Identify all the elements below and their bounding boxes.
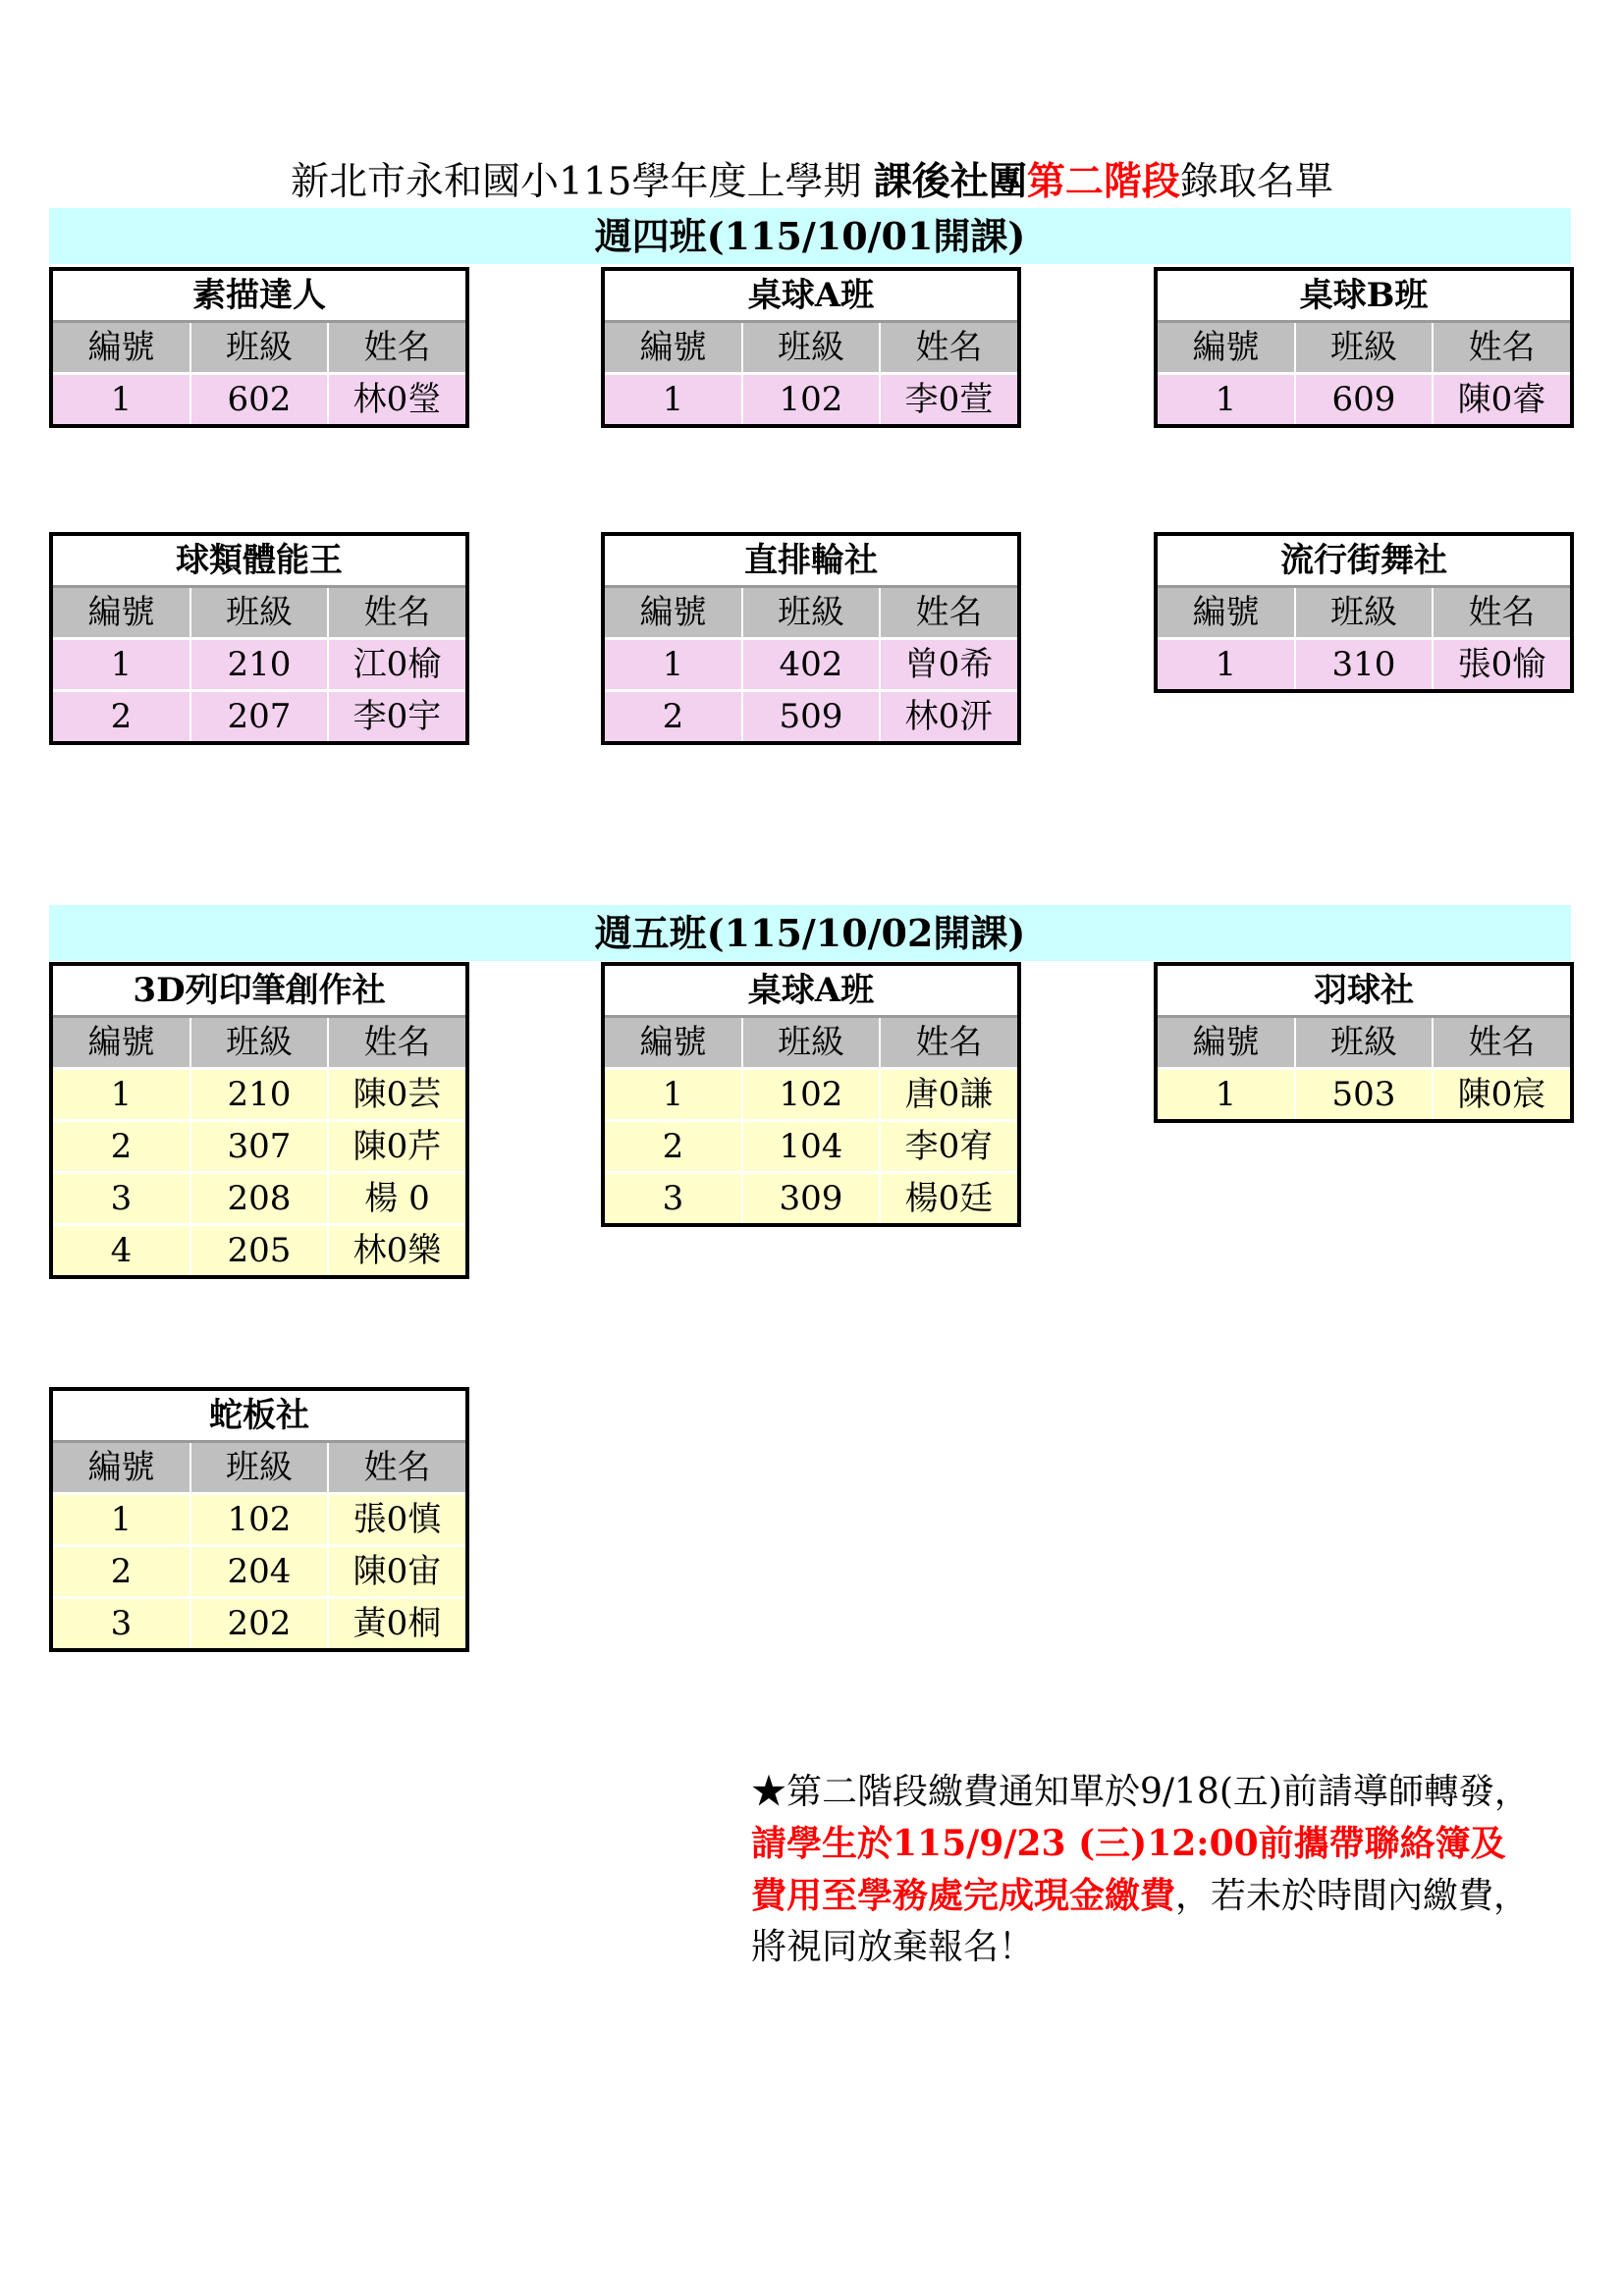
row-class: 102: [742, 374, 880, 425]
club-table: [1154, 962, 1574, 1123]
title-part-list: 錄取名單: [1179, 160, 1333, 204]
club-name: 蛇板社: [53, 1391, 465, 1442]
row-class: 307: [190, 1121, 328, 1173]
club-name: 流行街舞社: [1158, 536, 1570, 587]
row-class: 208: [190, 1173, 328, 1225]
row-number: 2: [605, 1121, 742, 1173]
row-number: 1: [1158, 374, 1295, 425]
table-row: [1158, 1069, 1570, 1120]
table-row: [1158, 374, 1570, 425]
row-student-name: 陳0睿: [1433, 374, 1570, 425]
column-header: 姓名: [328, 1442, 465, 1494]
row-number: 1: [53, 1069, 190, 1121]
column-header: 姓名: [880, 322, 1017, 374]
table-row: [605, 639, 1017, 691]
section-banner-thursday: 週四班(115/10/01開課): [49, 208, 1571, 264]
column-header: 班級: [190, 322, 328, 374]
column-header: 編號: [53, 1017, 190, 1069]
table-row: [53, 1494, 465, 1546]
column-header: 班級: [742, 1017, 880, 1069]
club-table: [49, 267, 469, 428]
column-header: 姓名: [1433, 1017, 1570, 1069]
row-number: 1: [53, 639, 190, 691]
column-header: 姓名: [328, 587, 465, 639]
table-row: [53, 639, 465, 691]
row-student-name: 李0宥: [880, 1121, 1017, 1173]
table-row: [605, 1069, 1017, 1121]
row-student-name: 陳0芹: [328, 1121, 465, 1173]
club-table: [1154, 532, 1574, 693]
column-header: 編號: [605, 1017, 742, 1069]
row-student-name: 林0樂: [328, 1225, 465, 1276]
row-class: 102: [190, 1494, 328, 1546]
row-student-name: 陳0宙: [328, 1546, 465, 1598]
row-number: 3: [53, 1173, 190, 1225]
column-header: 姓名: [328, 1017, 465, 1069]
table-row: [53, 1173, 465, 1225]
column-header: 班級: [190, 1442, 328, 1494]
club-name: 直排輪社: [605, 536, 1017, 587]
row-number: 2: [605, 691, 742, 742]
notice-part-2-highlight: 請學生於115/9/23 (三)12:00前攜帶聯絡簿及費用至學務處完成現金繳費: [751, 1823, 1506, 1916]
row-student-name: 江0榆: [328, 639, 465, 691]
club-name: 桌球A班: [605, 966, 1017, 1017]
club-name: 素描達人: [53, 271, 465, 322]
column-header: 姓名: [880, 587, 1017, 639]
row-class: 210: [190, 639, 328, 691]
row-number: 1: [605, 374, 742, 425]
column-header: 編號: [605, 322, 742, 374]
club-table: [49, 1387, 469, 1652]
row-student-name: 陳0宸: [1433, 1069, 1570, 1120]
row-student-name: 李0萱: [880, 374, 1017, 425]
table-row: [53, 691, 465, 742]
club-name: 球類體能王: [53, 536, 465, 587]
row-number: 1: [1158, 1069, 1295, 1120]
club-name: 桌球A班: [605, 271, 1017, 322]
row-student-name: 陳0芸: [328, 1069, 465, 1121]
column-header: 班級: [1295, 1017, 1433, 1069]
row-class: 210: [190, 1069, 328, 1121]
column-header: 編號: [1158, 1017, 1295, 1069]
row-number: 2: [53, 691, 190, 742]
row-class: 309: [742, 1173, 880, 1224]
column-header: 班級: [742, 322, 880, 374]
column-header: 班級: [190, 587, 328, 639]
row-number: 1: [53, 374, 190, 425]
page-title: [0, 152, 1624, 211]
row-number: 1: [53, 1494, 190, 1546]
table-row: [53, 1225, 465, 1276]
row-class: 310: [1295, 639, 1433, 690]
row-class: 202: [190, 1598, 328, 1649]
row-student-name: 楊 0: [328, 1173, 465, 1225]
column-header: 班級: [742, 587, 880, 639]
column-header: 姓名: [880, 1017, 1017, 1069]
row-student-name: 黃0桐: [328, 1598, 465, 1649]
column-header: 編號: [1158, 587, 1295, 639]
column-header: 班級: [1295, 587, 1433, 639]
row-number: 1: [605, 639, 742, 691]
title-part-club: 課後社團: [873, 159, 1027, 204]
row-class: 609: [1295, 374, 1433, 425]
row-number: 3: [605, 1173, 742, 1224]
row-number: 3: [53, 1598, 190, 1649]
row-class: 102: [742, 1069, 880, 1121]
title-part-stage: 第二階段: [1026, 159, 1180, 204]
row-class: 602: [190, 374, 328, 425]
column-header: 姓名: [1433, 322, 1570, 374]
title-part-school: 新北市永和國小115學年度上學期: [291, 160, 874, 204]
table-row: [53, 1546, 465, 1598]
club-table: [49, 532, 469, 745]
payment-notice: [751, 1767, 1537, 1973]
column-header: 編號: [53, 1442, 190, 1494]
club-table: [49, 962, 469, 1279]
row-student-name: 張0愉: [1433, 639, 1570, 690]
section-banner-friday: 週五班(115/10/02開課): [49, 905, 1571, 961]
row-student-name: 林0瑩: [328, 374, 465, 425]
column-header: 班級: [190, 1017, 328, 1069]
table-row: [605, 1173, 1017, 1224]
club-table: [1154, 267, 1574, 428]
row-class: 207: [190, 691, 328, 742]
notice-part-1: ★第二階段繳費通知單於9/18(五)前請導師轉發，: [751, 1772, 1530, 1812]
row-student-name: 李0宇: [328, 691, 465, 742]
table-row: [53, 1121, 465, 1173]
table-row: [605, 691, 1017, 742]
club-name: 桌球B班: [1158, 271, 1570, 322]
row-student-name: 曾0希: [880, 639, 1017, 691]
column-header: 編號: [53, 587, 190, 639]
column-header: 編號: [605, 587, 742, 639]
row-number: 2: [53, 1121, 190, 1173]
table-row: [53, 1598, 465, 1649]
column-header: 姓名: [328, 322, 465, 374]
row-class: 503: [1295, 1069, 1433, 1120]
row-student-name: 林0汧: [880, 691, 1017, 742]
notice-part-3: ，若未於時間內繳費，將視同放棄報名！: [751, 1876, 1530, 1967]
row-class: 205: [190, 1225, 328, 1276]
table-row: [605, 374, 1017, 425]
club-name: 羽球社: [1158, 966, 1570, 1017]
row-class: 509: [742, 691, 880, 742]
row-number: 2: [53, 1546, 190, 1598]
row-student-name: 楊0廷: [880, 1173, 1017, 1224]
row-number: 4: [53, 1225, 190, 1276]
club-name: 3D列印筆創作社: [53, 966, 465, 1017]
row-student-name: 唐0謙: [880, 1069, 1017, 1121]
column-header: 班級: [1295, 322, 1433, 374]
table-row: [1158, 639, 1570, 690]
column-header: 編號: [53, 322, 190, 374]
row-class: 104: [742, 1121, 880, 1173]
row-student-name: 張0慎: [328, 1494, 465, 1546]
table-row: [605, 1121, 1017, 1173]
row-number: 1: [605, 1069, 742, 1121]
row-class: 204: [190, 1546, 328, 1598]
column-header: 姓名: [1433, 587, 1570, 639]
club-table: [601, 532, 1021, 745]
club-table: [601, 962, 1021, 1227]
row-number: 1: [1158, 639, 1295, 690]
club-table: [601, 267, 1021, 428]
row-class: 402: [742, 639, 880, 691]
table-row: [53, 374, 465, 425]
table-row: [53, 1069, 465, 1121]
column-header: 編號: [1158, 322, 1295, 374]
